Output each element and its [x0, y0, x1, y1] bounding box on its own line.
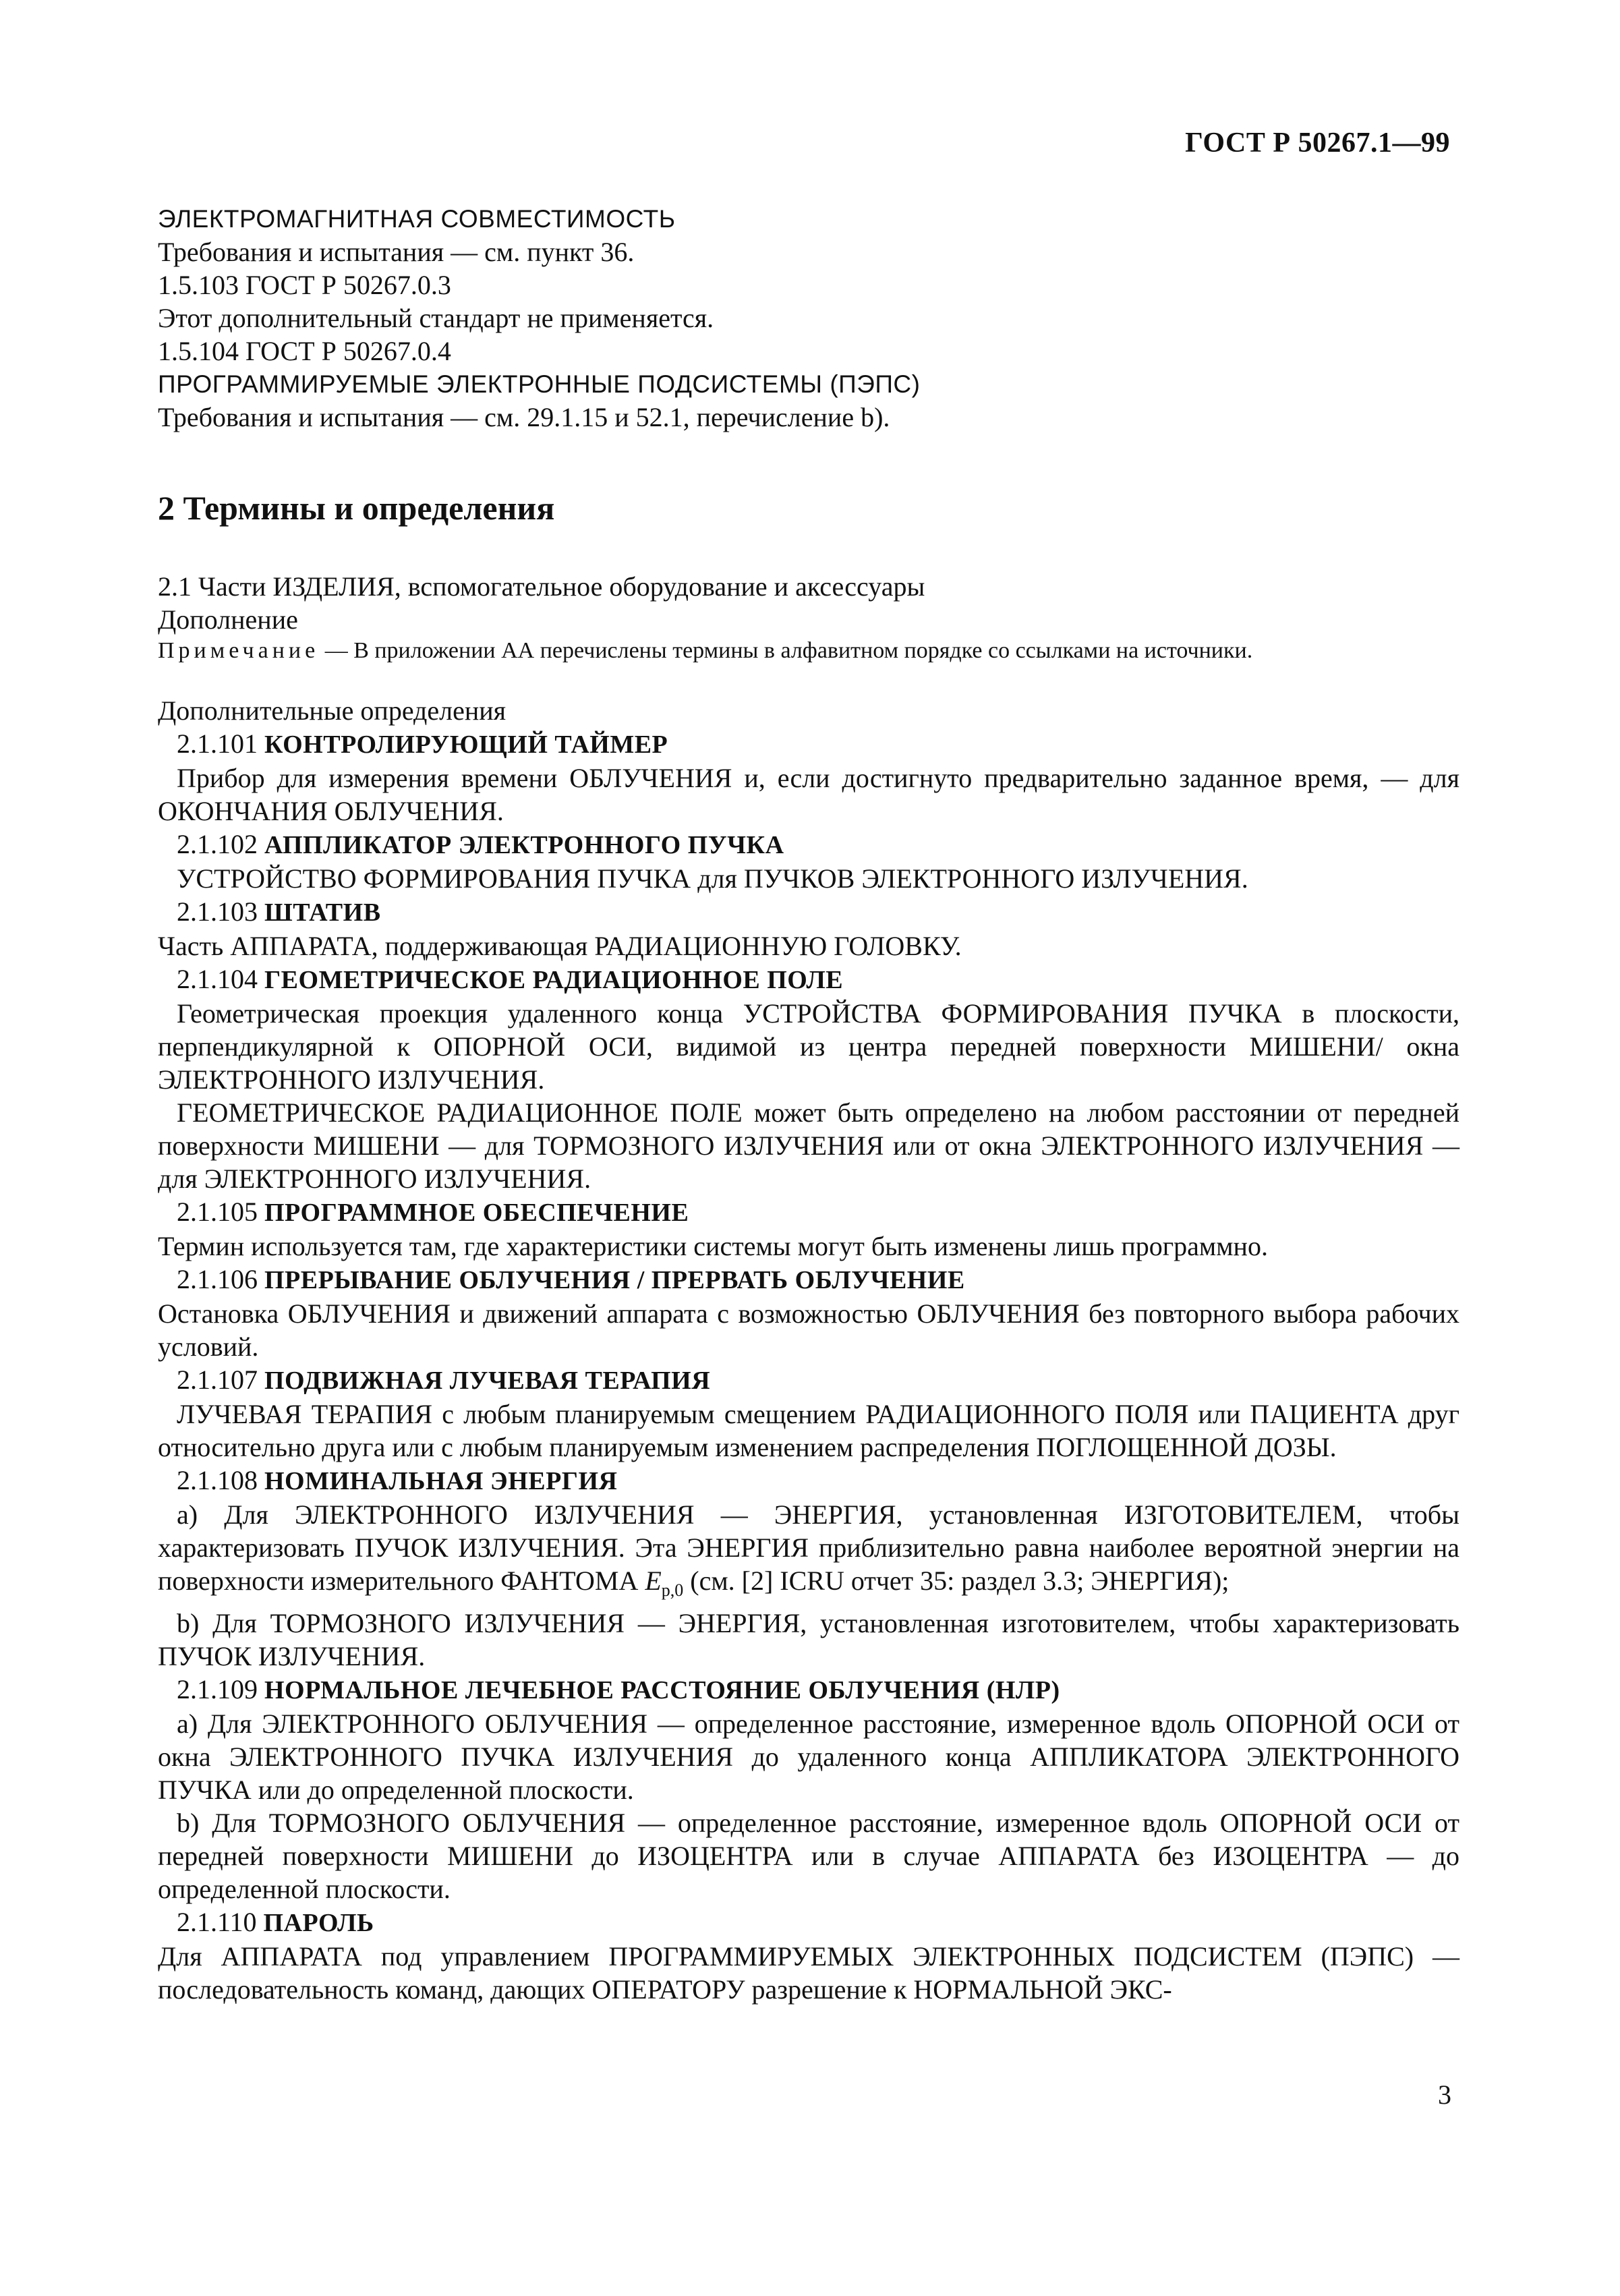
- term-title: ГЕОМЕТРИЧЕСКОЕ РАДИАЦИОННОЕ ПОЛЕ: [264, 966, 844, 994]
- term-number: 2.1.102: [177, 829, 258, 859]
- section-paragraph-1: 2.1 Части ИЗДЕЛИЯ, вспомогательное оборудование и аксессуары: [158, 571, 925, 602]
- term-heading-103: [158, 895, 1459, 929]
- term-title: ПРЕРЫВАНИЕ ОБЛУЧЕНИЯ / ПРЕРВАТЬ ОБЛУЧЕНИЕ: [264, 1266, 965, 1294]
- term-number: 2.1.107: [177, 1365, 258, 1395]
- term-heading-104: [158, 963, 1459, 997]
- term-number: 2.1.103: [177, 896, 258, 927]
- term-heading-102: [158, 828, 1459, 862]
- term-definition-106: Остановка ОБЛУЧЕНИЯ и движений аппарата с возможностью ОБЛУЧЕНИЯ без повторного выбора рабочих условий.: [158, 1298, 1459, 1362]
- term-definition-104-a: Геометрическая проекция удаленного конца УСТРОЙСТВА ФОРМИРОВАНИЯ ПУЧКА в плоскости, перпендикулярной к ОПОРНОЙ ОСИ, видимой из центра передней поверхности МИШЕНИ/ окна ЭЛЕКТРОННОГО ИЗЛУЧЕНИЯ.: [158, 998, 1459, 1095]
- term-definition-110: Для АППАРАТА под управлением ПРОГРАММИРУЕМЫХ ЭЛЕКТРОННЫХ ПОДСИСТЕМ (ПЭПС) — последовательность команд, дающих ОПЕРАТОРУ разрешение к НОРМАЛЬНОЙ ЭКС-: [158, 1941, 1459, 2005]
- term-heading-108: [158, 1464, 1459, 1498]
- term-number: 2.1.110: [177, 1907, 257, 1937]
- intro-line-3: 1.5.103 ГОСТ Р 50267.0.3: [158, 270, 451, 300]
- intro-line-1: ЭЛЕКТРОМАГНИТНАЯ СОВМЕСТИМОСТЬ: [158, 205, 676, 233]
- intro-line-6: ПРОГРАММИРУЕМЫЕ ЭЛЕКТРОННЫЕ ПОДСИСТЕМЫ (ПЭПС): [158, 370, 921, 398]
- term-title: НОМИНАЛЬНАЯ ЭНЕРГИЯ: [264, 1467, 618, 1495]
- intro-line-5: 1.5.104 ГОСТ Р 50267.0.4: [158, 336, 451, 366]
- term-definition-109-a: a) Для ЭЛЕКТРОННОГО ОБЛУЧЕНИЯ — определенное расстояние, измеренное вдоль ОПОРНОЙ ОСИ от окна ЭЛЕКТРОННОГО ПУЧКА ИЗЛУЧЕНИЯ до удаленного конца АППЛИКАТОРА ЭЛЕКТРОННОГО ПУЧКА или до определенной плоскости.: [158, 1709, 1459, 1805]
- term-definition-108-a: [158, 1498, 1459, 1607]
- term-definition-108-a-post: (см. [2] ICRU отчет 35: раздел 3.3; ЭНЕРГИЯ);: [683, 1566, 1230, 1596]
- term-number: 2.1.109: [177, 1674, 258, 1704]
- term-heading-106: [158, 1263, 1459, 1297]
- additional-definitions-label: Дополнительные определения: [158, 695, 507, 726]
- term-heading-105: [158, 1195, 1459, 1230]
- term-definition-102: УСТРОЙСТВО ФОРМИРОВАНИЯ ПУЧКА для ПУЧКОВ ЭЛЕКТРОННОГО ИЗЛУЧЕНИЯ.: [177, 863, 1248, 894]
- term-title: ШТАТИВ: [264, 898, 381, 927]
- intro-line-4: Этот дополнительный стандарт не применяется.: [158, 303, 714, 333]
- intro-line-7: Требования и испытания — см. 29.1.15 и 52.1, перечисление b).: [158, 402, 890, 432]
- term-definition-109-b: b) Для ТОРМОЗНОГО ОБЛУЧЕНИЯ — определенное расстояние, измеренное вдоль ОПОРНОЙ ОСИ от передней поверхности МИШЕНИ до ИЗОЦЕНТРА или в случае АППАРАТА без ИЗОЦЕНТРА — до определенной плоскости.: [158, 1808, 1459, 1904]
- page-number: 3: [1438, 2079, 1451, 2110]
- term-number: 2.1.106: [177, 1264, 258, 1294]
- document-id-header: ГОСТ Р 50267.1—99: [1185, 127, 1450, 159]
- term-definition-105: Термин используется там, где характеристики системы могут быть изменены лишь программно.: [158, 1231, 1268, 1261]
- term-definition-108-a-pre: a) Для ЭЛЕКТРОННОГО ИЗЛУЧЕНИЯ — ЭНЕРГИЯ, установленная ИЗГОТОВИТЕЛЕМ, чтобы характеризовать ПУЧОК ИЗЛУЧЕНИЯ. Эта ЭНЕРГИЯ приблизительно равна наиболее вероятной энергии на поверхности измерительного ФАНТОМА: [158, 1499, 1459, 1596]
- term-definition-107: ЛУЧЕВАЯ ТЕРАПИЯ с любым планируемым смещением РАДИАЦИОННОГО ПОЛЯ или ПАЦИЕНТА друг относительно друга или с любым планируемым изменением распределения ПОГЛОЩЕННОЙ ДОЗЫ.: [158, 1399, 1459, 1462]
- section-paragraph-2: Дополнение: [158, 604, 298, 635]
- term-title: НОРМАЛЬНОЕ ЛЕЧЕБНОЕ РАССТОЯНИЕ ОБЛУЧЕНИЯ (НЛР): [264, 1676, 1060, 1704]
- term-heading-101: [158, 727, 1459, 762]
- term-title: ПОДВИЖНАЯ ЛУЧЕВАЯ ТЕРАПИЯ: [264, 1367, 711, 1395]
- term-definition-101: Прибор для измерения времени ОБЛУЧЕНИЯ и, если достигнуто предварительно заданное время, — для ОКОНЧАНИЯ ОБЛУЧЕНИЯ.: [158, 763, 1459, 826]
- term-definition-104-b: ГЕОМЕТРИЧЕСКОЕ РАДИАЦИОННОЕ ПОЛЕ может быть определено на любом расстоянии от передней поверхности МИШЕНИ — для ТОРМОЗНОГО ИЗЛУЧЕНИЯ или от окна ЭЛЕКТРОННОГО ИЗЛУЧЕНИЯ — для ЭЛЕКТРОННОГО ИЗЛУЧЕНИЯ.: [158, 1097, 1459, 1194]
- term-number: 2.1.108: [177, 1465, 258, 1495]
- term-number: 2.1.101: [177, 728, 258, 759]
- page-content: [158, 202, 1459, 2006]
- note-label: Примечание: [158, 638, 320, 663]
- energy-symbol-subscript: p,0: [661, 1580, 684, 1600]
- term-title: ПАРОЛЬ: [263, 1909, 374, 1937]
- term-number: 2.1.104: [177, 964, 258, 994]
- term-heading-107: [158, 1363, 1459, 1398]
- term-title: ПРОГРАММНОЕ ОБЕСПЕЧЕНИЕ: [264, 1199, 689, 1227]
- term-heading-110: [158, 1905, 1459, 1940]
- term-definition-108-b: b) Для ТОРМОЗНОГО ИЗЛУЧЕНИЯ — ЭНЕРГИЯ, установленная изготовителем, чтобы характеризовать ПУЧОК ИЗЛУЧЕНИЯ.: [158, 1608, 1459, 1671]
- section-title: 2 Термины и определения: [158, 489, 555, 527]
- intro-line-2: Требования и испытания — см. пункт 36.: [158, 237, 635, 267]
- term-definition-103: Часть АППАРАТА, поддерживающая РАДИАЦИОННУЮ ГОЛОВКУ.: [158, 931, 962, 961]
- note-block: [158, 636, 1459, 666]
- term-heading-109: [158, 1673, 1459, 1707]
- term-title: КОНТРОЛИРУЮЩИЙ ТАЙМЕР: [264, 730, 668, 759]
- note-text: — В приложении АА перечислены термины в алфавитном порядке со ссылками на источники.: [319, 638, 1253, 663]
- energy-symbol: E: [645, 1566, 662, 1596]
- term-number: 2.1.105: [177, 1197, 258, 1227]
- term-title: АППЛИКАТОР ЭЛЕКТРОННОГО ПУЧКА: [264, 831, 784, 859]
